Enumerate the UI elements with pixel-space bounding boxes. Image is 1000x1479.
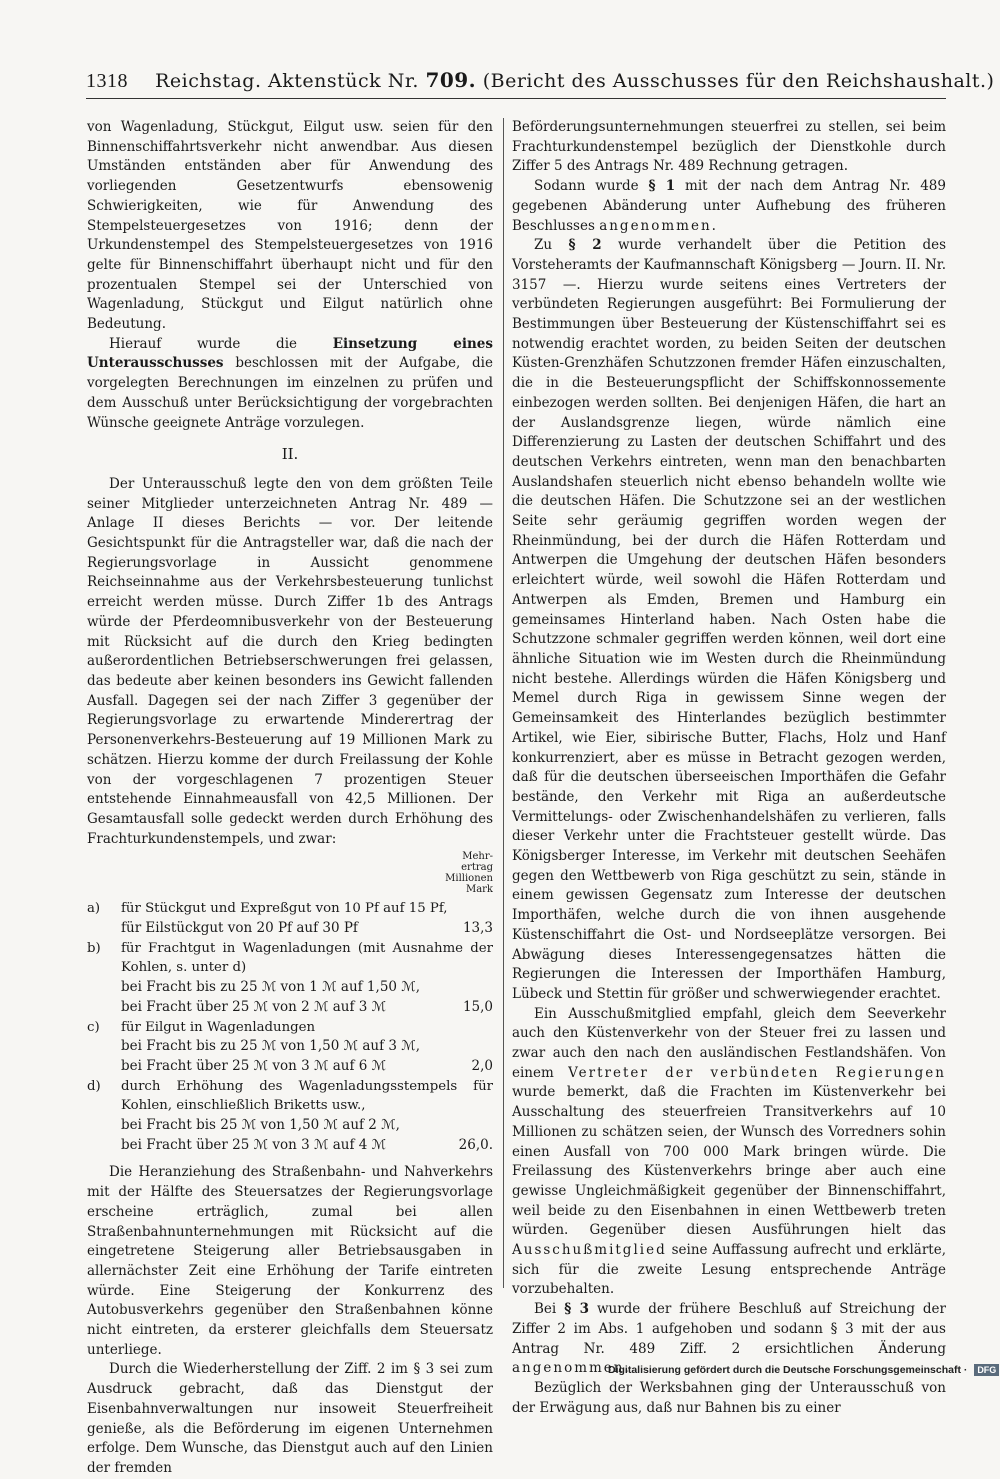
list-subitem (87, 1057, 493, 1077)
paragraph: Bezüglich der Werksbahnen ging der Unterausschuß von der Erwägung aus, daß nur Bahnen bis zu einer (512, 1380, 946, 1416)
text-run: Sodann wurde (534, 178, 639, 195)
text-run: Zu (534, 237, 553, 254)
text-run: mit der nach dem Antrag Nr. 489 gegebenen Abänderung unter Aufhebung des früheren Beschlusses (512, 178, 946, 234)
subitem-text: bei Fracht über 25 ℳ von 3 ℳ auf 4 ℳ (121, 1136, 387, 1153)
table-header-line: ertrag (461, 862, 493, 874)
table-header-line: Mark (465, 884, 493, 896)
text-run: wurde bemerkt, daß die Frachten im Küstenverkehr bei Ausschaltung des steuerfreien Transitverkehrs auf 10 Millionen zu schätzen seien, der Wunsch des Vorredners sohin einen Ausfall von 700 000 Mark bringen würde. Die Freilassung des Küstenverkehrs bringe aber auch eine gewisse Ungleichmäßigkeit gegenüber der Binnenschiffahrt, weil beide zu den Eisenbahnen in einen Wettbewerb treten würden. Gegenüber diesen Ausführungen hielt das (512, 1084, 946, 1239)
item-label: c) (87, 1019, 100, 1035)
subitem-text: bei Fracht über 25 ℳ von 2 ℳ auf 3 ℳ (121, 998, 387, 1015)
text-run: wurde verhandelt über die Petition des Vorsteheramts der Kaufmannschaft Königsberg — Journ. II. Nr. 3157 —. Hierzu wurde seitens eines Vertreters der verbündeten Regierungen ausgeführt: Bei Formulierung der Bestimmungen über Besteuerung der Küstenschiffahrt sei es notwendig erachtet worden, zu beiden Seiten der deutschen Küsten-Grenzhäfen Schutzzonen fremder Häfen einzuschalten, die in die Besteuerungspflicht der Schiffskonnossemente einbezogen werden sollten. Bei denjenigen Häfen, die hart an der Auslandsgrenze liegen, würde nämlich eine Differenzierung zu Lasten der deutschen Schiffahrt und des deutschen Verkehrs eintreten, wenn man den benachbarten Auslandshafen steuerlich nicht ebenso behandeln wollte wie die deutschen Häfen. Die Schutzzone sei an der westlichen Seite sehr geräumig gegriffen worden wegen der Rheinmündung, bei der durch die Häfen Rotterdam und Antwerpen die Umgehung der deutschen Häfen besonders erleichtert würde, weil sowohl die Häfen Rotterdam und Antwerpen als Emden, Bremen und Hamburg ein gemeinsames Hinterland haben. Nach Osten habe die Schutzzone schmaler gegriffen werden können, weil dort eine ähnliche Situation wie im Westen durch die Rheinmündung nicht bestehe. Allerdings würden die Häfen Königsberg und Memel durch Riga in gewissem Sinne wegen der Gemeinsamkeit des Hinterlandes bezüglich bestimmter Artikel, wie Eier, sibirische Butter, Flachs, Holz und Hanf konkurrenziert, aber es müsse in Betracht gezogen werden, daß für die deutschen überseeischen Importhäfen die Gefahr bestände, den Verkehr mit Riga an außerdeutsche Vermittelungs- oder Zwischenhandelshäfen zu verlieren, falls dieser Verkehr unter die Frachtsteuer gestellt würde. Das Königsberger Interesse, im Verkehr mit deutschen Seehäfen gegen den Wettbewerb von Riga geschützt zu sein, stände in einem gewissen Gegensatz zum Interesse der deutschen Importhäfen, welche durch die von ihnen ausgehende Küstenschiffahrt die Ost- und Nordseeplätze versorgen. Bei Abwägung dieses Interessengegensatzes hätten die Regierungen die Interessen der Importhäfen Hamburg, Lübeck und Stettin für größer und schwerwiegender erachtet. (512, 237, 947, 1002)
spaced-term: angenommen. (599, 217, 718, 234)
item-text: durch Erhöhung des Wagenladungsstempels für Kohlen, einschließlich Briketts usw., (121, 1078, 493, 1114)
paragraph: Durch die Wiederherstellung der Ziff. 2 im § 3 sei zum Ausdruck gebracht, daß das Dienstgut der Eisenbahnverwaltungen nur insoweit Steuerfreiheit genieße, als die Beförderung im eigenen Unternehmen erfolge. Dem Wunsche, das Dienstgut auch auf den Linien der fremden (87, 1361, 493, 1476)
subitem-value (449, 1037, 493, 1057)
digitization-credit (608, 1364, 997, 1380)
subitem-value: 15,0 (462, 998, 493, 1015)
item-text: für Frachtgut in Wagenladungen (mit Ausnahme der Kohlen, s. unter d) (121, 940, 493, 976)
subitem-value (449, 1116, 493, 1136)
text-run: Ein Ausschußmitglied empfahl, gleich dem Seeverkehr auch den Küstenverkehr von der Steuer frei zu lassen und zwar auch den nach den ausländischen Festlandshäfen. Von einem (512, 1005, 946, 1081)
text-run: Hierauf wurde die (109, 335, 298, 352)
page-header (86, 68, 995, 96)
header-subtitle: (Bericht des Ausschusses für den Reichshaushalt.) (482, 70, 995, 92)
subitem-text: bei Fracht bis 25 ℳ von 1,50 ℳ auf 2 ℳ, (121, 1117, 400, 1134)
text-run: Bei (534, 1301, 557, 1318)
subitem-text: bei Fracht bis zu 25 ℳ von 1 ℳ auf 1,50 ℳ, (121, 979, 421, 996)
document-number: 709. (425, 68, 477, 92)
paragraph (512, 236, 946, 1004)
column-divider (503, 118, 504, 1288)
paragraph: Die Heranziehung des Straßenbahn- und Nahverkehrs mit der Hälfte des Steuersatzes der Regierungsvorlage erscheine erträglich, zumal bei allen Straßenbahnunternehmungen mit Rücksicht auf die eingetretene Steigerung aller Betriebsausgaben in allernächster Zeit eine Erhöhung der Tarife eintreten würde. Eine Steigerung der Konkurrenz des Autobusverkehrs gegenüber den Straßenbahnen könne nicht eintreten, da ersterer gleichfalls dem Steuersatz unterliege. (87, 1164, 493, 1358)
table-header-line: Mehr- (462, 851, 493, 863)
table-column-header (87, 851, 493, 895)
paragraph: Der Unterausschuß legte den von dem größten Teile seiner Mitglieder unterzeichneten Antrag Nr. 489 — Anlage II dieses Berichts — vor. Der leitende Gesichtspunkt für die Antragsteller war, daß die nach der Regierungsvorlage in Aussicht genommene Reichseinnahme aus der Verkehrsbesteuerung tunlichst erreicht werden müsse. Durch Ziffer 1b des Antrags würde der Pferdeomnibusverkehr von der Besteuerung mit Rücksicht auf die durch den Krieg bedingten außerordentlichen Betriebserschwerungen frei gelassen, das bedeute aber keinen besonders ins Gewicht fallenden Ausfall. Dagegen sei der nach Ziffer 3 gegenüber der Regierungsvorlage zu erwartende Minderertrag der Personenverkehrs-Besteuerung auf 19 Millionen Mark zu schätzen. Hierzu komme der durch Freilassung der Kohle von der vorgeschlagenen 7 prozentigen Steuer entstehende Einnahmeausfall von 42,5 Millionen. Der Gesamtausfall solle gedeckt werden durch Erhöhung des Frachturkundenstempels, und zwar: (87, 475, 493, 847)
subitem-text: bei Fracht bis zu 25 ℳ von 1,50 ℳ auf 3 ℳ, (121, 1038, 421, 1055)
list-item (87, 1018, 493, 1038)
subitem-value: 13,3 (462, 920, 493, 937)
spaced-term: Vertreter der verbündeten Regierungen (568, 1064, 946, 1081)
section-heading: II. (281, 445, 299, 464)
section-ref: § 3 (564, 1301, 589, 1318)
item-text: für Stückgut und Expreßgut von 10 Pf auf 15 Pf, (121, 901, 448, 917)
list-item (87, 899, 493, 919)
subitem-text: für Eilstückgut von 20 Pf auf 30 Pf (121, 920, 358, 937)
header-rule (86, 98, 946, 99)
list-item (87, 939, 493, 978)
text-run: beschlossen mit der Aufgabe, die vorgelegten Berechnungen im einzelnen zu prüfen und dem Ausschuß unter Berücksichtigung der vorgebrachten Wünsche geeignete Anträge vorzulegen. (87, 355, 493, 431)
section-ref: § 1 (648, 178, 676, 195)
left-column (87, 118, 493, 1479)
list-subitem (87, 919, 493, 939)
subitem-value: 26,0. (458, 1136, 493, 1153)
subitem-value: 2,0 (471, 1057, 493, 1074)
paragraph (512, 1005, 946, 1301)
subitem-text: bei Fracht über 25 ℳ von 3 ℳ auf 6 ℳ (121, 1057, 387, 1074)
section-ref: § 2 (568, 237, 602, 254)
list-subitem (87, 978, 493, 998)
list-subitem (87, 1136, 493, 1156)
header-title: Reichstag. Aktenstück Nr. (155, 70, 419, 92)
paragraph: Beförderungsunternehmungen steuerfrei zu stellen, sei beim Frachturkundenstempel bezüglich der Dienstkohle durch Ziffer 5 des Antrags Nr. 489 Rechnung getragen. (512, 119, 946, 175)
tariff-list (87, 899, 493, 1155)
paragraph (87, 335, 493, 434)
item-label: d) (87, 1078, 101, 1094)
bold-term: Einsetzung eines Unterausschusses (87, 335, 494, 372)
subitem-value (449, 978, 493, 998)
list-subitem (87, 998, 493, 1018)
dfg-logo: DFG (974, 1364, 999, 1376)
paragraph (512, 177, 946, 236)
list-item (87, 1077, 493, 1116)
paragraph: von Wagenladung, Stückgut, Eilgut usw. seien für den Binnenschiffahrtsverkehr nicht anwendbar. Aus diesen Umständen entständen aber für Anwendung des vorliegenden Gesetzentwurfs ebensowenig Schwierigkeiten, wie für Anwendung des Stempelsteuergesetzes von 1916; denn der Urkundenstempel des Stempelsteuergesetzes von 1916 gelte für Binnenschiffahrt überhaupt nicht und für den prozentualen Stempel sei der Unterschied von Wagenladung, Stückgut und Eilgut natürlich ohne Bedeutung. (87, 119, 493, 333)
page-number: 1318 (86, 70, 128, 92)
spaced-term: Ausschußmitglied (512, 1242, 667, 1259)
text-run: seine Auffassung aufrecht und erklärte, sich für die zweite Lesung entsprechende Anträge vorzubehalten. (512, 1242, 946, 1298)
credit-text: Digitalisierung gefördert durch die Deutsche Forschungsgemeinschaft · (608, 1364, 968, 1376)
table-header-line: Millionen (445, 873, 493, 885)
item-label: b) (87, 940, 101, 956)
item-text: für Eilgut in Wagenladungen (121, 1019, 316, 1035)
list-subitem (87, 1037, 493, 1057)
text-run: wurde der frühere Beschluß auf Streichung der Ziffer 2 im Abs. 1 aufgehoben und sodann § 3 mit der aus Antrag Nr. 489 Ziff. 2 ersichtlichen Änderung (512, 1301, 946, 1357)
right-column (512, 118, 946, 1418)
list-subitem (87, 1116, 493, 1136)
spaced-term: angenommen. (512, 1360, 631, 1377)
item-label: a) (87, 901, 101, 917)
